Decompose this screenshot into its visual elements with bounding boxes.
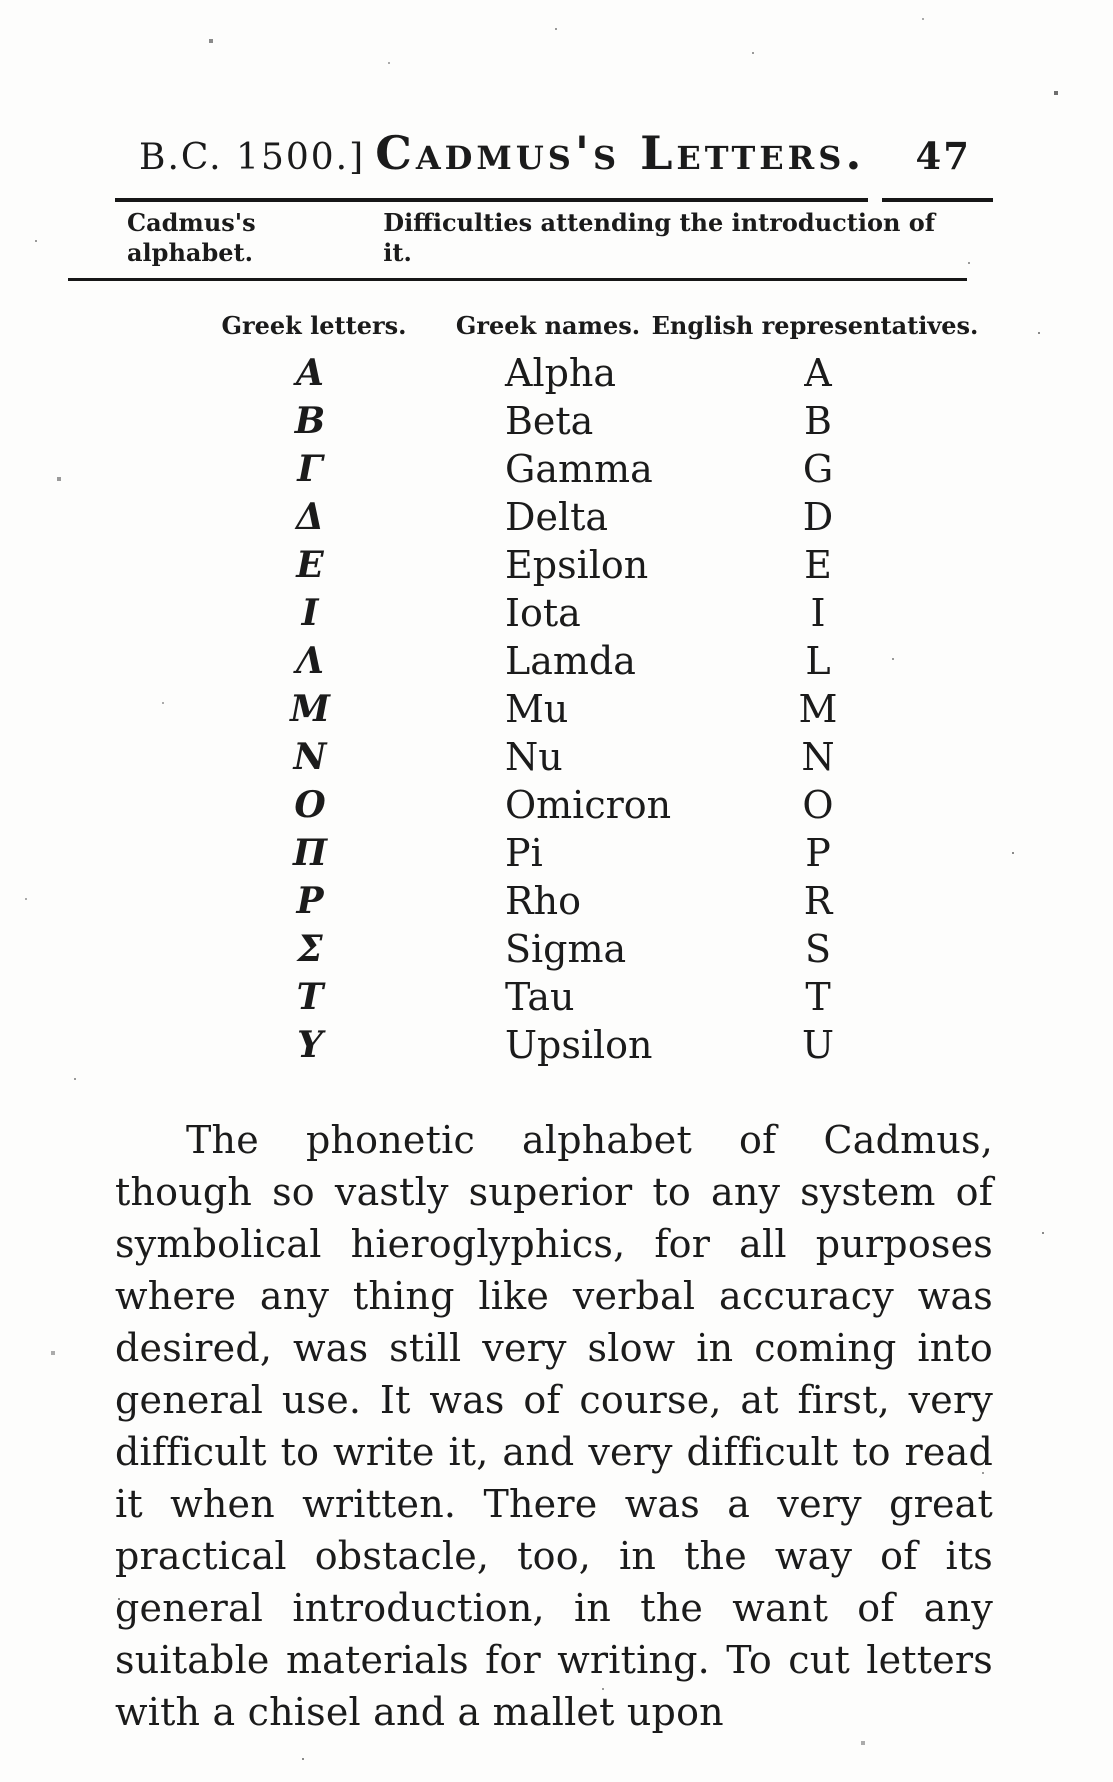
running-heads — [115, 208, 993, 268]
greek-letter: Ε — [296, 544, 324, 586]
col-header-greek-names: Greek names. — [455, 311, 641, 340]
table-row — [115, 637, 993, 685]
col-header-english-representatives: English representatives. — [651, 311, 979, 340]
page-content — [115, 112, 993, 1738]
table-row — [115, 925, 993, 973]
english-representative: P — [805, 831, 831, 875]
masthead-rule — [115, 198, 993, 202]
greek-name: Gamma — [505, 447, 653, 491]
greek-letter: Τ — [296, 976, 324, 1018]
greek-name: Alpha — [505, 351, 617, 395]
english-representative: L — [805, 639, 831, 683]
greek-name: Pi — [505, 831, 543, 875]
greek-name: Iota — [505, 591, 581, 635]
greek-name: Rho — [505, 879, 581, 923]
table-row — [115, 349, 993, 397]
greek-name: Lamda — [505, 639, 636, 683]
greek-letter: Δ — [296, 496, 324, 538]
table-row — [115, 781, 993, 829]
english-representative: T — [805, 975, 831, 1019]
page-number: 47 — [915, 134, 971, 178]
english-representative: G — [802, 447, 834, 491]
greek-letter: Λ — [296, 640, 324, 682]
greek-letter: Σ — [297, 928, 323, 970]
table-header-row — [115, 311, 993, 343]
greek-letter: Υ — [297, 1024, 323, 1066]
greek-letter: Ν — [293, 736, 327, 778]
greek-name: Upsilon — [505, 1023, 653, 1067]
scan-speckles — [0, 0, 2, 2]
table-row — [115, 973, 993, 1021]
table-row — [115, 493, 993, 541]
table-row — [115, 397, 993, 445]
date-label: B.C. 1500.] — [139, 137, 366, 178]
english-representative: A — [804, 351, 832, 395]
greek-letter: Α — [296, 352, 324, 394]
english-representative: S — [804, 927, 832, 971]
greek-name: Tau — [505, 975, 575, 1019]
greek-name: Sigma — [505, 927, 627, 971]
table-body — [115, 349, 993, 1069]
greek-name: Omicron — [505, 783, 672, 827]
alphabet-table — [115, 311, 993, 1069]
masthead-rule-left-segment — [115, 198, 868, 202]
table-row — [115, 1021, 993, 1069]
greek-name: Beta — [505, 399, 594, 443]
english-representative: U — [801, 1023, 835, 1067]
body-paragraph: The phonetic alphabet of Cadmus, though so vastly superior to any system of symbolical hieroglyphics, for all purposes where any thing like verbal accuracy was desired, was still very slow in coming into general use. It was of course, at first, very difficult to write it, and very difficult to read it when written. There was a very great practical obstacle, too, in the way of its general introduction, in the want of any suitable materials for writing. To cut letters with a chisel and a mallet upon — [115, 1118, 993, 1734]
running-head-left: Cadmus's alphabet. — [127, 208, 256, 267]
table-row — [115, 541, 993, 589]
greek-letter: Π — [292, 832, 327, 874]
greek-name: Mu — [505, 687, 569, 731]
page-title: Cadmus's Letters. — [375, 126, 866, 180]
greek-letter: Ι — [301, 592, 319, 634]
english-representative: O — [802, 783, 834, 827]
running-head-rule — [68, 278, 967, 281]
greek-name: Epsilon — [505, 543, 649, 587]
english-representative: M — [798, 687, 838, 731]
greek-name: Delta — [505, 495, 609, 539]
table-row — [115, 877, 993, 925]
table-row — [115, 685, 993, 733]
running-head-right: Difficulties attending the introduction of it. — [383, 208, 936, 267]
table-row — [115, 829, 993, 877]
table-row — [115, 445, 993, 493]
col-header-greek-letters: Greek letters. — [221, 311, 407, 340]
english-representative: B — [804, 399, 832, 443]
greek-letter: Μ — [290, 688, 330, 730]
english-representative: D — [802, 495, 834, 539]
greek-letter: Ο — [294, 784, 326, 826]
table-row — [115, 733, 993, 781]
greek-letter: Γ — [297, 448, 323, 490]
masthead — [115, 126, 993, 180]
greek-letter: Β — [294, 400, 326, 442]
english-representative: N — [801, 735, 835, 779]
english-representative: I — [810, 591, 826, 635]
greek-letter: Ρ — [296, 880, 324, 922]
english-representative: R — [803, 879, 833, 923]
greek-name: Nu — [505, 735, 563, 779]
table-row — [115, 589, 993, 637]
english-representative: E — [804, 543, 832, 587]
masthead-rule-right-segment — [882, 198, 993, 202]
